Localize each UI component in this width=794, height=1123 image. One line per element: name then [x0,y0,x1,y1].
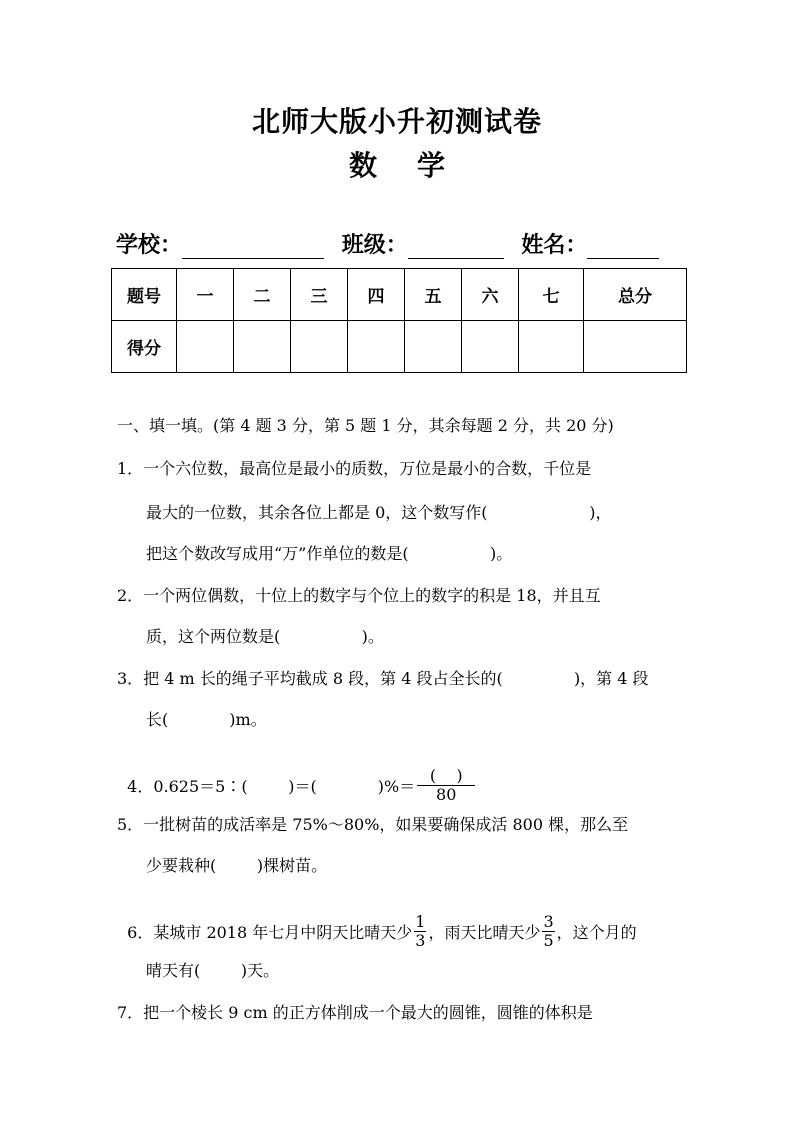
fraction-numerator: 3 [543,912,554,931]
score-table-cell: 一 [177,269,234,321]
fraction [417,767,475,804]
score-input-cell[interactable] [405,321,462,373]
section-heading: 一、填一填。(第 4 题 3 分，第 5 题 1 分，其余每题 2 分，共 20 分) [117,416,614,435]
question-1-line-2: 最大的一位数，其余各位上都是 0，这个数写作( )， [146,503,612,522]
question-5-line-1: 5．一批树苗的成活率是 75%～80%，如果要确保成活 800 棵，那么至 [117,815,629,834]
fraction [414,913,426,950]
score-table-cell: 三 [291,269,348,321]
fraction-numerator: 1 [415,912,426,931]
score-input-cell[interactable] [234,321,291,373]
question-6-line-1 [117,894,637,950]
score-table-cell: 题号 [112,269,177,321]
score-table-header-row [112,269,687,321]
question-4-text: 4．0.625＝5∶( )＝( )%＝ [127,777,416,796]
name-label: 姓名： [521,232,588,258]
question-2-line-1: 2．一个两位偶数，十位上的数字与个位上的数字的积是 18，并且互 [117,586,601,605]
score-table-cell: 七 [519,269,584,321]
question-3-line-2: 长( )m。 [146,710,267,729]
score-input-cell[interactable] [519,321,584,373]
score-input-cell[interactable] [348,321,405,373]
question-6-line-2: 晴天有( )天。 [146,961,280,980]
score-input-cell[interactable] [584,321,687,373]
question-5-line-2: 少要栽种( )棵树苗。 [146,856,328,875]
score-input-cell[interactable] [177,321,234,373]
fraction-denominator: 3 [415,931,426,950]
question-3-line-1: 3．把 4 m 长的绳子平均截成 8 段，第 4 段占全长的( )，第 4 段 [117,669,649,688]
question-6-text: ，雨天比晴天少 [428,923,541,942]
score-table [111,268,687,373]
score-table-cell: 总分 [584,269,687,321]
subject-title: 数学 [348,149,485,182]
school-blank[interactable] [182,236,324,259]
question-4 [117,748,477,804]
page-title: 北师大版小升初测试卷 [251,105,542,138]
name-blank[interactable] [587,236,659,259]
class-blank[interactable] [408,236,504,259]
question-6-text: ，这个月的 [556,923,637,942]
fraction-denominator: 80 [436,785,457,804]
score-input-cell[interactable] [462,321,519,373]
school-label: 学校： [116,232,183,258]
score-table-score-row [112,321,687,373]
score-table-cell: 五 [405,269,462,321]
score-input-cell[interactable] [291,321,348,373]
question-1-line-1: 1．一个六位数，最高位是最小的质数，万位是最小的合数，千位是 [117,459,592,478]
class-label: 班级： [341,232,408,258]
question-2-line-2: 质，这个两位数是( )。 [146,627,384,646]
student-info-line [116,228,659,259]
score-table-cell: 四 [348,269,405,321]
score-table-cell: 得分 [112,321,177,373]
fraction [542,913,554,950]
score-table-cell: 六 [462,269,519,321]
score-table-cell: 二 [234,269,291,321]
fraction-numerator: ( ) [417,767,475,786]
question-6-text: 6．某城市 2018 年七月中阴天比晴天少 [127,923,413,942]
question-1-line-3: 把这个数改写成用“万”作单位的数是( )。 [146,544,513,563]
question-7-line-1: 7．把一个棱长 9 cm 的正方体削成一个最大的圆锥，圆锥的体积是 [117,1003,593,1022]
fraction-denominator: 5 [543,931,554,950]
